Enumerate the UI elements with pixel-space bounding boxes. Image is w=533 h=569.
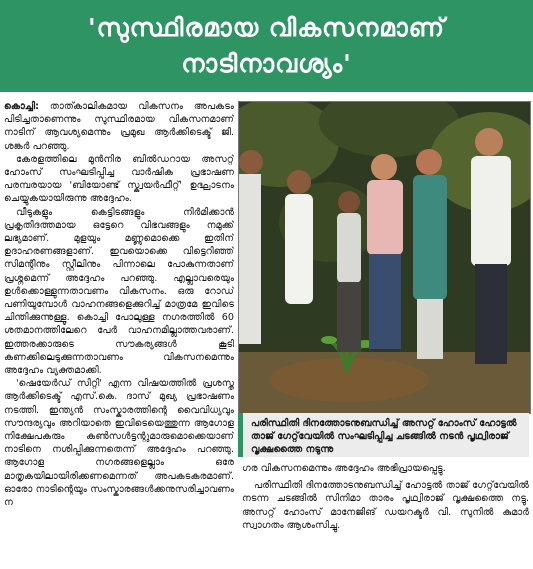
- headline-line-2: നാടിനാവശ്യം': [181, 49, 352, 78]
- headline-band: [0, 0, 533, 92]
- article-paragraph-1-text: താത്കാലികമായ വികസനം അപകടം പിടിച്ചതാണെന്നും സുസ്ഥിരമായ വികസനമാണ് നാടിന് ആവശ്യമെന്നും പ്രമുഖ ആർക്കിടെക്ട് ജി. ശങ്കർ പറഞ്ഞു.: [4, 101, 234, 152]
- article-paragraph-4: 'ഷെയേർഡ് സിറ്റി' എന്ന വിഷയത്തിൽ പ്രശസ്ത ആർക്കിടെക്ട് എസ്.കെ. ദാസ് മുഖ്യ പ്രഭാഷണം നടത്തി. ഇന്ത്യൻ സംസ്കാരത്തിന്റെ വൈവിധ്യവും സൗന്ദര്യവും അറിയാതെ ഇവിടെയെത്തുന്ന ആഗോള നിക്ഷേപകരും കൺസൾട്ടന്റുമാരുമൊക്കെയാണ് നാടിനെ നശിപ്പിക്കുന്നതെന്ന് അദ്ദേഹം പറഞ്ഞു. ആഗോള നഗരങ്ങളെല്ലാം ഒരേ മാതൃകയിലായിരിക്കണമെന്നത് അപകടകരമാണ്. ഓരോ നാടിന്റെയും സംസ്കാരങ്ങൾക്കനുസരിച്ചാവണം ന: [4, 378, 234, 509]
- article-column-right: [242, 462, 529, 566]
- article-paragraph-1: [4, 100, 234, 153]
- news-photo-illustration: [239, 102, 530, 413]
- article-continued-paragraph-2: പരിസ്ഥിതി ദിനത്തോടനുബന്ധിച്ച് ഹോട്ടൽ താജ് ഗേറ്റ്‌വേയിൽ നടന്ന ചടങ്ങിൽ സിനിമാ താരം പൃഥ്വിരാജ് വൃക്ഷത്തൈ നട്ടു. അസറ്റ് ഹോംസ് മാനേജിങ് ഡയറക്ടർ വി. സുനിൽ കുമാർ സ്വാഗതം ആശംസിച്ചു.: [242, 480, 529, 531]
- article-column-left: [4, 100, 234, 566]
- article-paragraph-3: വീടുകളും കെട്ടിടങ്ങളും നിർമിക്കാൻ പ്രകൃതിദത്തമായ ഒട്ടേറെ വിഭവങ്ങളും നമുക്ക് ലഭ്യമാണ്. മുളയും മണ്ണുമൊക്കെ ഇതിന് ഉദാഹരണങ്ങളാണ്. ഇവയൊക്കെ വിട്ടെറിഞ്ഞ് സിമന്റിനും സ്റ്റീലിനും പിന്നാലെ പോകുന്നതാണ് പ്രശ്നമെന്ന് അദ്ദേഹം പറഞ്ഞു. എല്ലാവരെയും ഉൾക്കൊള്ളുന്നതാവണം വികസനം. ഒരു റോഡ് പണിയുമ്പോൾ വാഹനങ്ങളെക്കുറിച്ച് മാത്രമേ ഇവിടെ ചിന്തിക്കുന്നുള്ളൂ. കൊച്ചി പോലുള്ള നഗരത്തിൽ 60 ശതമാനത്തിലേറെ പേർ വാഹനമില്ലാത്തവരാണ്. ഇത്തരക്കാരുടെ സൗകര്യങ്ങൾ കൂടി കണക്കിലെടുക്കുന്നതാവണം വികസനമെന്നും അദ്ദേഹം വ്യക്തമാക്കി.: [4, 206, 234, 377]
- photo-caption: പരിസ്ഥിതി ദിനത്തോടനുബന്ധിച്ച് അസറ്റ് ഹോംസ് ഹോട്ടൽ താജ് ഗേറ്റ്‌വേയിൽ സംഘടിപ്പിച്ച ചടങ്ങിൽ നടൻ പൃഥ്വിരാജ് വൃക്ഷത്തൈ നടുന്നു: [238, 413, 529, 457]
- headline-line-1: 'സുസ്ഥിരമായ വികസനമാണ്: [87, 13, 446, 42]
- news-photo: [238, 101, 531, 414]
- article-paragraph-2: കേരളത്തിലെ മുൻനിര ബിൽഡറായ അസറ്റ് ഹോംസ് സംഘടിപ്പിച്ച വാർഷിക പ്രഭാഷണ പരമ്പരയായ 'ബിയോണ്ട് സ്ക്വയർഫീറ്റ്' ഉദ്ഘാടനം ചെയ്യുകയായിരുന്നു അദ്ദേഹം.: [4, 153, 234, 205]
- article-continued-paragraph-1: ഗര വികസനമെന്നും അദ്ദേഹം അഭിപ്രായപ്പെട്ടു.: [242, 463, 446, 474]
- dateline: കൊച്ചി:: [4, 101, 39, 112]
